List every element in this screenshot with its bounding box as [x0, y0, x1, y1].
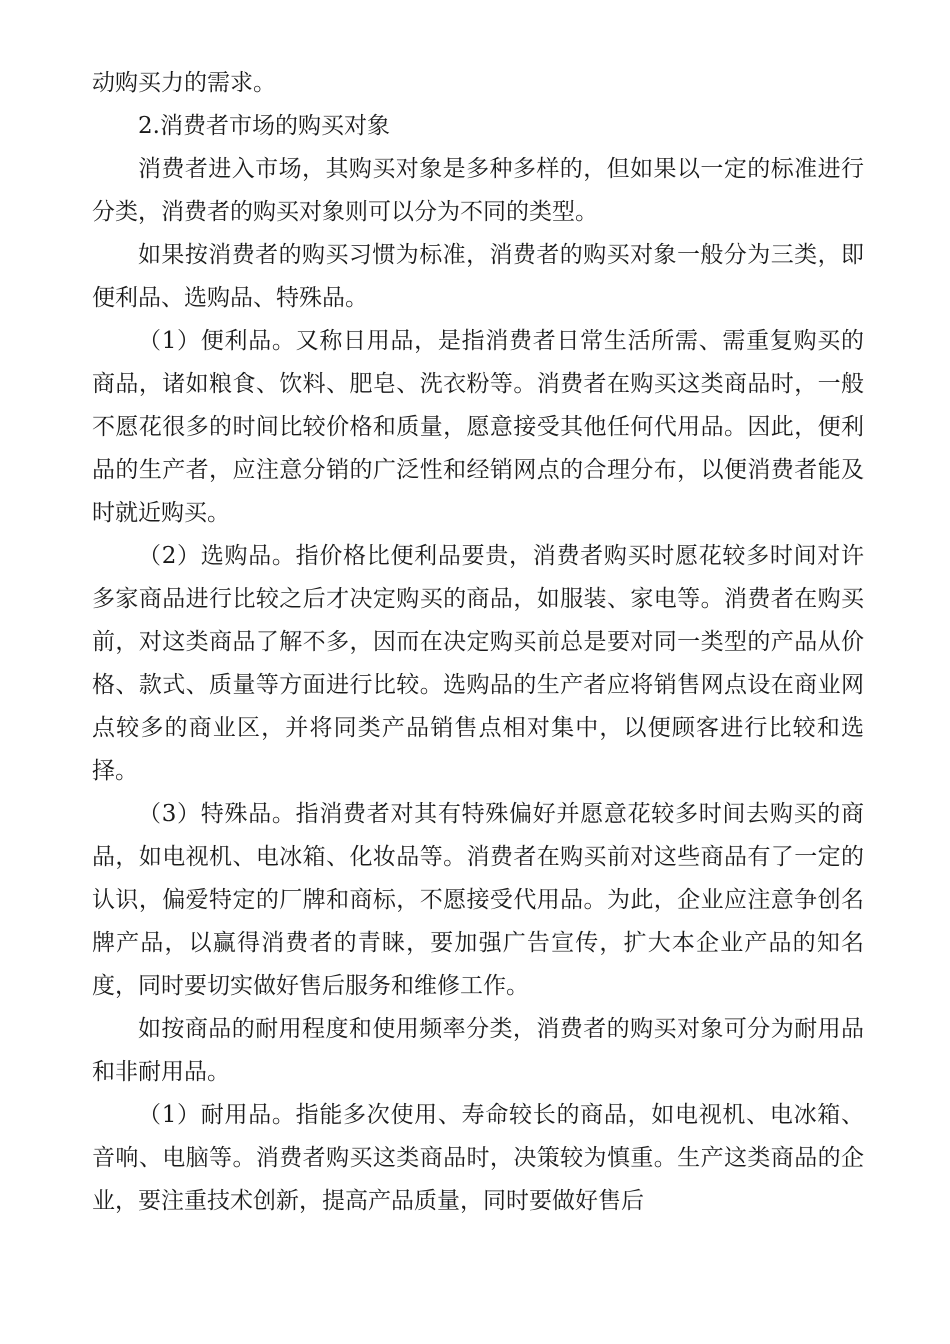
paragraph-shopping-goods: （2）选购品。指价格比便利品要贵，消费者购买时愿花较多时间对许多家商品进行比较之后才决定购买的商品，如服装、家电等。消费者在购买前，对这类商品了解不多，因而在决定购买前总是要对同一类型的产品从价格、款式、质量等方面进行比较。选购品的生产者应将销售网点设在商业网点较多的商业区，并将同类产品销售点相对集中，以便顾客进行比较和选择。: [92, 543, 864, 784]
paragraph-continuation: 动购买力的需求。: [92, 70, 276, 96]
paragraph-habit-classification: 如果按消费者的购买习惯为标准，消费者的购买对象一般分为三类，即便利品、选购品、特殊品。: [92, 242, 864, 311]
paragraph-durable-goods: （1）耐用品。指能多次使用、寿命较长的商品，如电视机、电冰箱、音响、电脑等。消费者购买这类商品时，决策较为慎重。生产这类商品的企业，要注重技术创新，提高产品质量，同时要做好售后: [92, 1102, 864, 1214]
section-heading: 2.消费者市场的购买对象: [138, 113, 390, 139]
paragraph-durability-classification: 如按商品的耐用程度和使用频率分类，消费者的购买对象可分为耐用品和非耐用品。: [92, 1016, 864, 1085]
paragraph-convenience-goods: （1）便利品。又称日用品，是指消费者日常生活所需、需重复购买的商品，诸如粮食、饮料、肥皂、洗衣粉等。消费者在购买这类商品时，一般不愿花很多的时间比较价格和质量，愿意接受其他任何代用品。因此，便利品的生产者，应注意分销的广泛性和经销网点的合理分布，以便消费者能及时就近购买。: [92, 328, 864, 526]
paragraph-intro: 消费者进入市场，其购买对象是多种多样的，但如果以一定的标准进行分类，消费者的购买对象则可以分为不同的类型。: [92, 156, 864, 225]
paragraph-specialty-goods: （3）特殊品。指消费者对其有特殊偏好并愿意花较多时间去购买的商品，如电视机、电冰箱、化妆品等。消费者在购买前对这些商品有了一定的认识，偏爱特定的厂牌和商标，不愿接受代用品。为此，企业应注意争创名牌产品，以赢得消费者的青睐，要加强广告宣传，扩大本企业产品的知名度，同时要切实做好售后服务和维修工作。: [92, 801, 864, 999]
